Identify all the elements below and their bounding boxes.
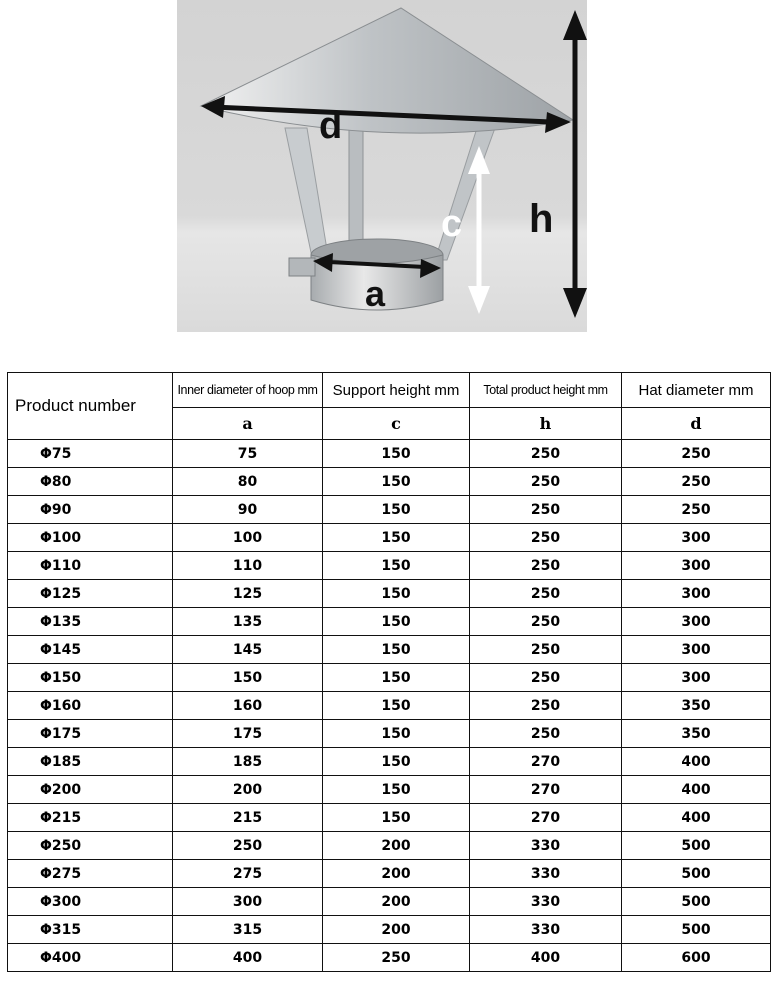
table-row xyxy=(8,692,771,720)
cell-hat-diameter: 400 xyxy=(622,804,771,832)
cell-hat-diameter: 500 xyxy=(622,832,771,860)
cell-inner-diameter: 315 xyxy=(173,916,323,944)
table-body xyxy=(8,440,771,972)
cell-support-height: 150 xyxy=(323,692,470,720)
cell-support-height: 200 xyxy=(323,916,470,944)
cell-inner-diameter: 160 xyxy=(173,692,323,720)
cell-product-number: Φ75 xyxy=(8,440,173,468)
cell-hat-diameter: 250 xyxy=(622,440,771,468)
label-h: h xyxy=(529,197,554,241)
cell-support-height: 150 xyxy=(323,468,470,496)
cell-hat-diameter: 400 xyxy=(622,776,771,804)
cell-hat-diameter: 300 xyxy=(622,552,771,580)
table-row xyxy=(8,804,771,832)
cell-inner-diameter: 185 xyxy=(173,748,323,776)
table-row xyxy=(8,860,771,888)
support-leg-center xyxy=(349,130,363,250)
cell-total-height: 250 xyxy=(470,440,622,468)
cell-hat-diameter: 500 xyxy=(622,860,771,888)
cell-support-height: 150 xyxy=(323,664,470,692)
table-row xyxy=(8,468,771,496)
cell-support-height: 250 xyxy=(323,944,470,972)
table-row xyxy=(8,440,771,468)
cell-product-number: Φ100 xyxy=(8,524,173,552)
cell-product-number: Φ135 xyxy=(8,608,173,636)
cell-product-number: Φ200 xyxy=(8,776,173,804)
table-row xyxy=(8,720,771,748)
header-letter-h: h xyxy=(470,408,622,440)
cell-product-number: Φ185 xyxy=(8,748,173,776)
cell-total-height: 330 xyxy=(470,916,622,944)
cell-total-height: 250 xyxy=(470,580,622,608)
cell-inner-diameter: 135 xyxy=(173,608,323,636)
specification-table xyxy=(7,372,771,972)
cell-support-height: 150 xyxy=(323,524,470,552)
cell-total-height: 270 xyxy=(470,748,622,776)
table-row xyxy=(8,496,771,524)
header-letter-c: c xyxy=(323,408,470,440)
cell-hat-diameter: 250 xyxy=(622,496,771,524)
label-c: c xyxy=(441,203,463,245)
cell-product-number: Φ150 xyxy=(8,664,173,692)
header-letter-a: a xyxy=(173,408,323,440)
cell-hat-diameter: 600 xyxy=(622,944,771,972)
cell-inner-diameter: 150 xyxy=(173,664,323,692)
table-row xyxy=(8,748,771,776)
hoop-clamp xyxy=(289,258,315,276)
cell-total-height: 330 xyxy=(470,888,622,916)
cell-hat-diameter: 400 xyxy=(622,748,771,776)
product-photo xyxy=(177,0,587,332)
cell-support-height: 200 xyxy=(323,860,470,888)
cell-hat-diameter: 300 xyxy=(622,664,771,692)
cell-total-height: 400 xyxy=(470,944,622,972)
cell-inner-diameter: 175 xyxy=(173,720,323,748)
cell-total-height: 250 xyxy=(470,608,622,636)
cell-total-height: 250 xyxy=(470,720,622,748)
cell-product-number: Φ90 xyxy=(8,496,173,524)
cell-hat-diameter: 300 xyxy=(622,580,771,608)
cell-total-height: 250 xyxy=(470,468,622,496)
table-row xyxy=(8,608,771,636)
cell-hat-diameter: 300 xyxy=(622,608,771,636)
table-row xyxy=(8,776,771,804)
cell-product-number: Φ250 xyxy=(8,832,173,860)
cell-support-height: 150 xyxy=(323,608,470,636)
table-row xyxy=(8,636,771,664)
cell-product-number: Φ160 xyxy=(8,692,173,720)
cell-product-number: Φ80 xyxy=(8,468,173,496)
header-total-height: Total product height mm xyxy=(470,373,622,408)
cell-product-number: Φ300 xyxy=(8,888,173,916)
cell-total-height: 330 xyxy=(470,860,622,888)
cell-inner-diameter: 75 xyxy=(173,440,323,468)
cell-inner-diameter: 80 xyxy=(173,468,323,496)
cell-support-height: 150 xyxy=(323,496,470,524)
cell-inner-diameter: 275 xyxy=(173,860,323,888)
cell-support-height: 150 xyxy=(323,552,470,580)
cell-support-height: 150 xyxy=(323,636,470,664)
cell-product-number: Φ215 xyxy=(8,804,173,832)
cell-inner-diameter: 250 xyxy=(173,832,323,860)
cell-hat-diameter: 500 xyxy=(622,888,771,916)
cell-inner-diameter: 400 xyxy=(173,944,323,972)
header-inner-diameter: Inner diameter of hoop mm xyxy=(173,373,323,408)
cell-hat-diameter: 250 xyxy=(622,468,771,496)
cell-support-height: 200 xyxy=(323,832,470,860)
cell-inner-diameter: 300 xyxy=(173,888,323,916)
table-row xyxy=(8,888,771,916)
cell-support-height: 150 xyxy=(323,804,470,832)
cell-product-number: Φ275 xyxy=(8,860,173,888)
cell-inner-diameter: 90 xyxy=(173,496,323,524)
header-hat-diameter: Hat diameter mm xyxy=(622,373,771,408)
table-row xyxy=(8,916,771,944)
cell-product-number: Φ315 xyxy=(8,916,173,944)
table-row xyxy=(8,944,771,972)
table-row xyxy=(8,552,771,580)
cell-hat-diameter: 300 xyxy=(622,636,771,664)
cell-total-height: 250 xyxy=(470,636,622,664)
cell-product-number: Φ145 xyxy=(8,636,173,664)
cell-hat-diameter: 350 xyxy=(622,720,771,748)
cell-total-height: 250 xyxy=(470,496,622,524)
cell-total-height: 270 xyxy=(470,776,622,804)
table-row xyxy=(8,580,771,608)
header-product-number: Product number xyxy=(8,373,173,440)
label-a: a xyxy=(365,273,386,314)
cell-inner-diameter: 110 xyxy=(173,552,323,580)
cell-support-height: 150 xyxy=(323,440,470,468)
cell-total-height: 250 xyxy=(470,552,622,580)
cell-inner-diameter: 215 xyxy=(173,804,323,832)
cell-support-height: 150 xyxy=(323,776,470,804)
cell-total-height: 250 xyxy=(470,692,622,720)
table-row xyxy=(8,832,771,860)
cell-product-number: Φ400 xyxy=(8,944,173,972)
cell-product-number: Φ175 xyxy=(8,720,173,748)
cell-total-height: 250 xyxy=(470,664,622,692)
cell-total-height: 330 xyxy=(470,832,622,860)
cell-inner-diameter: 145 xyxy=(173,636,323,664)
header-letter-d: d xyxy=(622,408,771,440)
cell-support-height: 150 xyxy=(323,720,470,748)
cell-product-number: Φ110 xyxy=(8,552,173,580)
cell-hat-diameter: 350 xyxy=(622,692,771,720)
cell-support-height: 150 xyxy=(323,748,470,776)
header-support-height: Support height mm xyxy=(323,373,470,408)
table-row xyxy=(8,524,771,552)
label-d: d xyxy=(319,105,343,147)
cell-inner-diameter: 100 xyxy=(173,524,323,552)
cell-support-height: 150 xyxy=(323,580,470,608)
cell-hat-diameter: 500 xyxy=(622,916,771,944)
cell-product-number: Φ125 xyxy=(8,580,173,608)
cell-inner-diameter: 125 xyxy=(173,580,323,608)
cell-total-height: 270 xyxy=(470,804,622,832)
cell-inner-diameter: 200 xyxy=(173,776,323,804)
cell-hat-diameter: 300 xyxy=(622,524,771,552)
cell-support-height: 200 xyxy=(323,888,470,916)
header-row xyxy=(8,373,771,408)
table-row xyxy=(8,664,771,692)
cell-total-height: 250 xyxy=(470,524,622,552)
